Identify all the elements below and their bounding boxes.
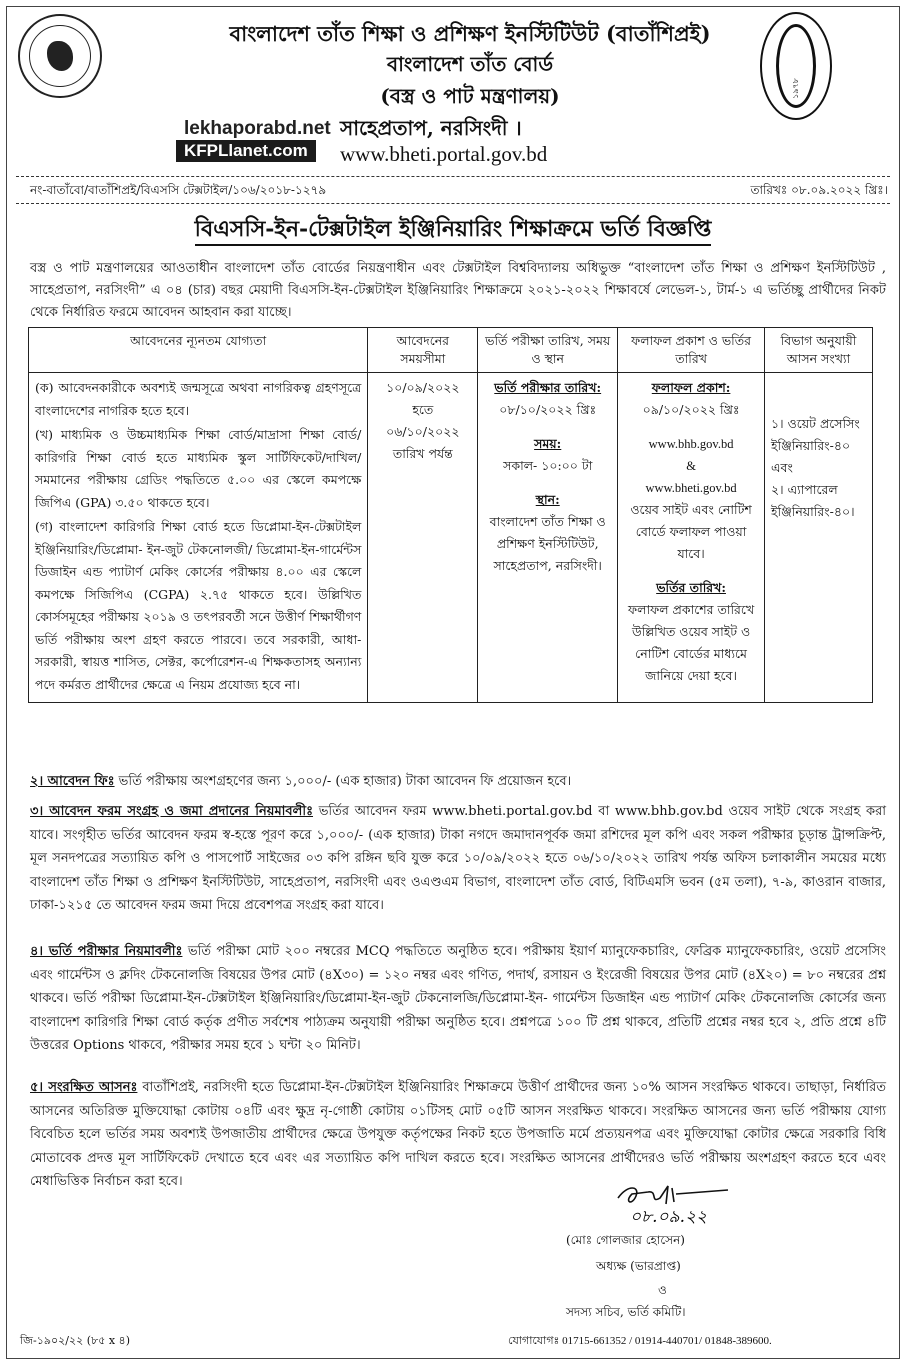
seats-cell	[765, 373, 873, 703]
header-period: আবেদনের সময়সীমা	[368, 328, 478, 373]
institute-name: বাংলাদেশ তাঁত শিক্ষা ও প্রশিক্ষণ ইনস্টিটিউট (বাতাঁশিপ্রই)	[229, 21, 711, 46]
notice-title: বিএসসি-ইন-টেক্সটাইল ইঞ্জিনিয়ারিং শিক্ষাক্রমে ভর্তি বিজ্ঞপ্তি	[20, 212, 886, 249]
result-amp: &	[686, 459, 696, 473]
period-cell	[368, 373, 478, 703]
table-row	[29, 373, 873, 703]
header-seats: বিভাগ অনুযায়ী আসন সংখ্যা	[765, 328, 873, 373]
section-5-text: বাতাঁশিপ্রই, নরসিংদী হতে ডিপ্লোমা-ইন-টেক্সটাইল ইঞ্জিনিয়ারিং শিক্ষাক্রমে উত্তীর্ণ প্রার্থীদের জন্য ১০% আসন সংরক্ষিত থাকবে। তাছাড়া, নির্ধারিত আসনের অতিরিক্ত মুক্তিযোদ্ধা কোটায় ০৪টি এবং ক্ষুদ্র নৃ-গোষ্ঠী কোটায় ০১টিসহ মোট ০৫টি আসন সংরক্ষিত থাকবে। সংরক্ষিত আসনের জন্য ভর্তি পরীক্ষায় যোগ্য বিবেচিত হলে ভর্তির সময় অবশ্যই উপজাতীয় প্রার্থীদের ক্ষেত্রে উপযুক্ত কর্তৃপক্ষের নিকট হতে উপজাতি মর্মে প্রত্যয়নপত্র এবং মুক্তিযোদ্ধা কোটার ক্ষেত্রে সরকারি বিধি মোতাবেক প্রদত্ত মূল সার্টিফিকেট দেখাতে হবে এবং এর সত্যায়িত কপি দাখিল করতে হবে। সংরক্ষিত আসনের প্রার্থীদেরও ভর্তি পরীক্ষায় অংশগ্রহণ করতে হবে এবং মেধাভিত্তিক নির্বাচন করা হবে।	[30, 1080, 886, 1189]
exam-place: বাংলাদেশ তাঁত শিক্ষা ও প্রশিক্ষণ ইনস্টিটিউট, সাহেপ্রতাপ, নরসিংদী।	[489, 514, 606, 573]
notice-date: তারিখঃ ০৮.০৯.২০২২ খ্রিঃ।	[750, 183, 888, 197]
section-reserved-seats	[30, 1076, 886, 1194]
exam-time: সকাল- ১০:০০ টা	[503, 458, 593, 473]
memo-number: নং-বাতাঁবো/বাতাঁশিপ্রই/বিএসসি টেক্সটাইল/১০৬/২০১৮-১২৭৯	[30, 183, 327, 197]
signatory-and: ও	[658, 1283, 667, 1297]
result-date: ০৯/১০/২০২২ খ্রিঃ	[642, 402, 740, 417]
ministry-name: (বস্ত্র ও পাট মন্ত্রণালয়)	[380, 84, 560, 108]
section-2-label: ২। আবেদন ফিঃ	[30, 774, 115, 789]
section-4-label: ৪। ভর্তি পরীক্ষার নিয়মাবলীঃ	[30, 944, 183, 959]
signatory-name: (মোঃ গোলজার হোসেন)	[566, 1233, 685, 1247]
seats-and: এবং	[771, 460, 793, 475]
exam-time-label: সময়:	[534, 436, 562, 451]
admission-date-label: ভর্তির তারিখ:	[656, 580, 726, 595]
section-exam-rules	[30, 940, 886, 1058]
result-note: ওয়েব সাইট এবং নোটিশ বোর্ডে ফলাফল পাওয়া যাবে।	[630, 502, 752, 561]
section-application-form	[30, 800, 886, 918]
signatory-member-secretary: সদস্য সচিব, ভর্তি কমিটি।	[566, 1305, 686, 1319]
watermark-site-2: KFPLlanet.com	[176, 140, 316, 162]
section-4-text: ভর্তি পরীক্ষা মোট ২০০ নম্বরের MCQ পদ্ধতিতে অনুষ্ঠিত হবে। পরীক্ষায় ইয়ার্ণ ম্যানুফেকচারিং, ফেব্রিক ম্যানুফেকচারিং, ওয়েট প্রসেসিং এবং গার্মেন্টস ও ক্লদিং টেকনোলজি বিষয়ের উপর মোট (৪X৩০) = ১২০ নম্বর এবং গণিত, পদার্থ, রসায়ন ও ইংরেজী বিষয়ের উপর মোট (৪X২০) = ৮০ নম্বরের প্রশ্ন থাকবে। ভর্তি পরীক্ষা ডিপ্লোমা-ইন-টেক্সটাইল ইঞ্জিনিয়ারিং/ডিপ্লোমা-ইন-জুট টেকনোলজি/ডিপ্লোমা-ইন- গার্মেন্টস ডিজাইন এন্ড প্যাটার্ণ মেকিং টেকনোলজি কোর্সের জন্য বাংলাদেশ কারিগরি শিক্ষা বোর্ড কর্তৃক প্রণীত সর্বশেষ পাঠ্যক্রম অনুযায়ী পরীক্ষা অনুষ্ঠিত হবে। প্রশ্নপত্রে ১০০ টি প্রশ্ন থাকবে, প্রতিটি প্রশ্নের নম্বর হবে ২, প্রতি প্রশ্নে ৪টি উত্তরের Options থাকবে, পরীক্ষার সময় হবে ১ ঘন্টা ২০ মিনিট।	[30, 944, 886, 1053]
government-seal-logo	[18, 14, 102, 98]
header-divider	[16, 176, 890, 177]
signatory-title: অধ্যক্ষ (ভারপ্রাপ্ত)	[596, 1259, 681, 1273]
contact-numbers: যোগাযোগঃ 01715-661352 / 01914-440701/ 01848-389600.	[508, 1335, 772, 1347]
exam-date: ০৮/১০/২০২২ খ্রিঃ	[499, 402, 597, 417]
handwritten-signature	[588, 1180, 758, 1226]
admission-date-note: ফলাফল প্রকাশের তারিখে উল্লিখিত ওয়েব সাইট ও নোটিশ বোর্ডের মাধ্যমে জানিয়ে দেয়া হবে।	[628, 602, 755, 683]
header-qualification: আবেদনের ন্যূনতম যোগ্যতা	[29, 328, 368, 373]
result-label: ফলাফল প্রকাশ:	[651, 380, 731, 395]
section-3-text: ভর্তির আবেদন ফরম www.bheti.portal.gov.bd বা www.bhb.gov.bd ওয়েব সাইট থেকে সংগ্রহ করা যাবে। সংগৃহীত ভর্তির আবেদন ফরম স্ব-হস্তে পূরণ করে ১,০০০/- (এক হাজার) টাকা নগদে জমাদানপূর্বক জমা রশিদের মূল কপি এবং সকল পরীক্ষার চূড়ান্ত ট্রান্সক্রিপ্ট, মূল সনদপত্রের সত্যায়িত কপি ও পাসপোর্ট সাইজের ০৩ কপি রঙ্গিন ছবি যুক্ত করে ১০/০৯/২০২২ হতে ০৬/১০/২০২২ তারিখ পর্যন্ত অফিস চলাকালীন সময়ের মধ্যে বাংলাদেশ তাঁত শিক্ষা ও প্রশিক্ষণ ইনস্টিটিউট, সাহেপ্রতাপ, নরসিংদী এবং ওএণ্ডএম বিভাগ, বাংলাদেশ তাঁত বোর্ড, বিটিএমসি ভবন (৫ম তলা), ৭-৯, কাওরান বাজার, ঢাকা-১২১৫ তে আবেদন ফরম জমা দিয়ে প্রবেশপত্র সংগ্রহ করা যাবে।	[30, 804, 887, 913]
admission-table	[28, 327, 873, 703]
result-cell	[618, 373, 765, 703]
seats-apparel: ২। এ্যাপারেল ইঞ্জিনিয়ারিং-৪০।	[771, 482, 855, 519]
memo-divider	[16, 203, 890, 204]
institute-location: সাহেপ্রতাপ, নরসিংদী ।	[340, 116, 522, 140]
exam-cell	[478, 373, 618, 703]
qualification-cell	[29, 373, 368, 703]
period-start: ১০/০৯/২০২২	[386, 380, 460, 395]
qualification-b: (খ) মাধ্যমিক ও উচ্চমাধ্যমিক শিক্ষা বোর্ড/মাদ্রাসা শিক্ষা বোর্ড/কারিগরি শিক্ষা বোর্ড হতে মাধ্যমিক স্কুল সার্টিফিকেট/দাখিল/সমমানের পরীক্ষায় গ্রেডিং পদ্ধতিতে ৫.০০ এর স্কেলে কমপক্ষে জিপিএ (GPA) ৩.৫০ থাকতে হবে।	[35, 427, 362, 510]
section-2-text: ভর্তি পরীক্ষায় অংশগ্রহণের জন্য ১,০০০/- (এক হাজার) টাকা আবেদন ফি প্রয়োজন হবে।	[118, 774, 572, 789]
result-site-1: www.bhb.gov.bd	[648, 437, 734, 451]
board-name: বাংলাদেশ তাঁত বোর্ড	[386, 52, 554, 76]
qualification-a: (ক) আবেদনকারীকে অবশ্যই জন্মসূত্রে অথবা নাগরিকত্ব গ্রহণসূত্রে বাংলাদেশের নাগরিক হতে হবে।	[35, 380, 362, 418]
header-exam: ভর্তি পরীক্ষা তারিখ, সময় ও স্থান	[478, 328, 618, 373]
table-header-row	[29, 328, 873, 373]
signature-date: ০৮.০৯.২২	[630, 1207, 708, 1226]
institute-website: www.bheti.portal.gov.bd	[340, 142, 548, 166]
intro-paragraph: বস্ত্র ও পাট মন্ত্রণালয়ের আওতাধীন বাংলাদেশ তাঁত বোর্ডের নিয়ন্ত্রণাধীন এবং টেক্সটাইল বিশ্ববিদ্যালয় অধিভুক্ত “বাংলাদেশ তাঁত শিক্ষা ও প্রশিক্ষণ ইনস্টিটিউট , সাহেপ্রতাপ, নরসিংদী” এ ০৪ (চার) বছর মেয়াদী বিএসসি-ইন-টেক্সটাইল ইঞ্জিনিয়ারিং শিক্ষাক্রমে ২০২১-২০২২ শিক্ষাবর্ষে লেভেল-১, টার্ম-১ এ ভর্তিচ্ছু প্রার্থীদের নিকট থেকে নির্ধারিত ফরমে আবেদন আহবান করা যাচ্ছে।	[30, 261, 886, 320]
period-until: তারিখ পর্যন্ত	[392, 446, 453, 461]
period-from: হতে	[412, 402, 434, 417]
header-result: ফলাফল প্রকাশ ও ভর্তির তারিখ	[618, 328, 765, 373]
section-3-label: ৩। আবেদন ফরম সংগ্রহ ও জমা প্রদানের নিয়মাবলীঃ	[30, 804, 314, 819]
result-site-2: www.bheti.gov.bd	[645, 481, 737, 495]
print-reference: জি-১৯০২/২২ (৮৫ x ৪)	[20, 1334, 130, 1347]
seats-wet-processing: ১। ওয়েট প্রসেসিং ইঞ্জিনিয়ারিং-৪০	[771, 416, 860, 453]
section-application-fee	[30, 770, 886, 794]
section-5-label: ৫। সংরক্ষিত আসনঃ	[30, 1080, 138, 1095]
watermark-site-1: lekhaporabd.net	[184, 118, 331, 139]
exam-date-label: ভর্তি পরীক্ষার তারিখ:	[494, 380, 602, 395]
qualification-c: (গ) বাংলাদেশ কারিগরি শিক্ষা বোর্ড হতে ডিপ্লোমা-ইন-টেক্সটাইল ইঞ্জিনিয়ারিং/ডিপ্লোমা- ইন-জুট টেকনোলজী/ ডিপ্লোমা-ইন-গার্মেন্টস ডিজাইন এন্ড প্যাটার্ণ মেকিং কোর্সের পরীক্ষায় ৪.০০ এর স্কেলে কমপক্ষে সিজিপিএ (CGPA) ২.৭৫ থাকতে হবে। উল্লিখিত কোর্সসমূহের পরীক্ষায় ২০১৯ ও তৎপরবর্তী সনে উত্তীর্ণ শিক্ষার্থীগণ ভর্তি পরীক্ষায় অংশ গ্রহণ করতে পারবে। তবে সরকারী, আধা-সরকারী, স্বায়ত্ত শাসিত, সেক্টর, কর্পোরেশন-এ শিক্ষকতাসহ অন্যান্য পদে কর্মরত প্রার্থীদের ক্ষেত্রে এ নিয়ম প্রযোজ্য হবে না।	[35, 519, 362, 692]
period-end: ০৬/১০/২০২২	[386, 424, 460, 439]
institute-logo: ১৯৭৮	[760, 12, 832, 120]
exam-place-label: স্থান:	[535, 492, 560, 507]
